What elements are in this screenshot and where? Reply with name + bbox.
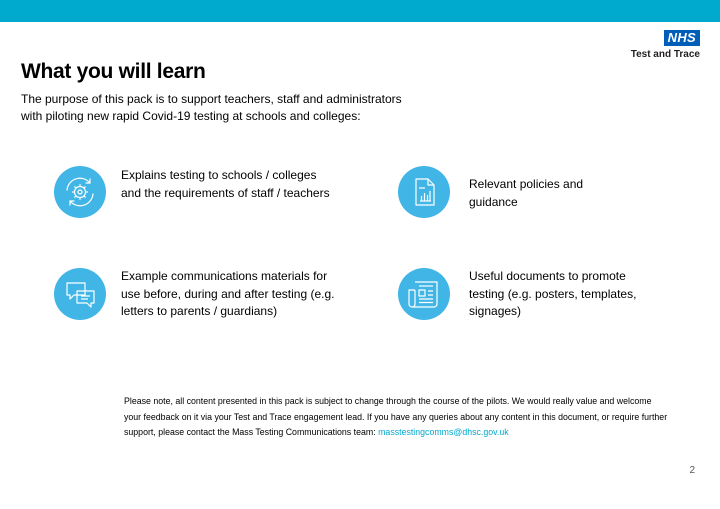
item-text-testing: Explains testing to schools / colleges and the requirements of staff / teachers xyxy=(121,168,330,200)
disclaimer-note xyxy=(124,394,669,441)
nhs-test-and-trace-logo xyxy=(620,29,700,60)
logo-text: Test and Trace xyxy=(630,49,700,60)
top-accent-bar xyxy=(0,0,720,22)
item-text-communications: Example communications materials for use before, during and after testing (e.g. letters to parents / guardians) xyxy=(121,269,335,318)
page-number: 2 xyxy=(689,465,695,476)
gear-cycle-icon xyxy=(54,166,106,218)
contact-email-link[interactable]: masstestingcomms@dhsc.gov.uk xyxy=(378,427,509,437)
page-title: What you will learn xyxy=(21,60,206,83)
note-text: Please note, all content presented in this pack is subject to change through the course of the pilots. We would really value and welcome your feedback on it via your Test and Trace engagement lead. If you have any queries about any content in this document, or require further support, please contact the Mass Testing Communications team: xyxy=(124,396,668,437)
item-text-documents: Useful documents to promote testing (e.g. posters, templates, signages) xyxy=(469,269,637,318)
newspaper-icon xyxy=(398,268,450,320)
item-text-policies: Relevant policies and guidance xyxy=(469,177,584,209)
document-chart-icon xyxy=(398,166,450,218)
nhs-logo-badge: NHS xyxy=(664,30,700,46)
intro-paragraph: The purpose of this pack is to support teachers, staff and administrators with piloting new rapid Covid-19 testing at schools and colleges: xyxy=(21,92,402,123)
speech-bubbles-icon xyxy=(54,268,106,320)
